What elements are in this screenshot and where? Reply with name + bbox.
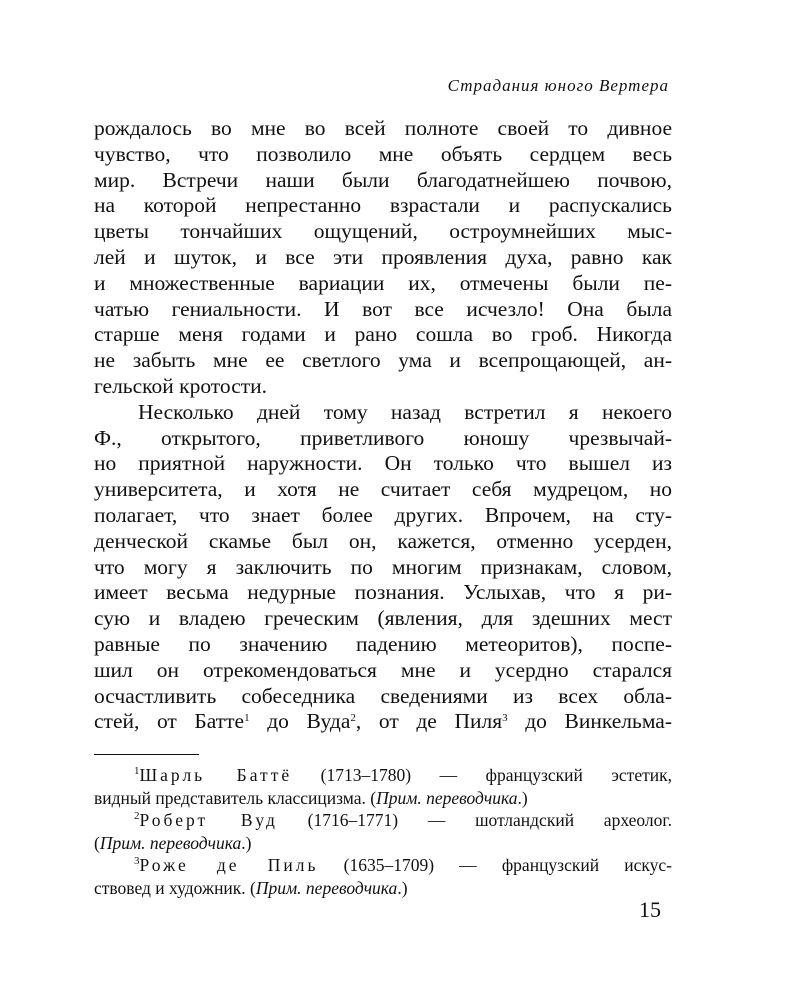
footnote-2 [94, 809, 672, 832]
text-line: полагает, что знает более других. Впрочем, на сту- [94, 502, 672, 527]
footnote-1-cont [94, 787, 672, 810]
text-line: имеет весьма недурные познания. Услыхав, что я ри- [94, 580, 672, 605]
footnote-name: Шарль Баттё [139, 765, 293, 785]
body-text [94, 116, 672, 735]
text-line: рождалось во мне во всей полноте своей то дивное [94, 116, 672, 140]
text-line: не забыть мне ее светлого ума и всепрощающей, ан- [94, 348, 672, 373]
footnotes [94, 764, 672, 899]
text-line: лей и шуток, и все эти проявления духа, равно как [94, 244, 672, 269]
text-line: на которой непрестанно взрастали и распускались [94, 193, 672, 218]
footnote-text: .) [517, 787, 528, 808]
footnote-text: видный представитель классицизма. ( [94, 787, 377, 808]
text-line: осчастливить собеседника сведениями из всех обла- [94, 683, 672, 708]
footnote-ref-2: 2 [350, 712, 356, 725]
footnote-text: (1635–1709) — французский искус- [318, 855, 672, 875]
text-line: денческой скамье был он, кажется, отменно усерден, [94, 528, 672, 553]
text-line: старше меня годами и рано сошла во гроб. Никогда [94, 322, 672, 347]
page-number: 15 [639, 897, 661, 922]
footnote-ref-3: 3 [502, 712, 508, 725]
footnote-divider [94, 754, 199, 755]
footnote-3-cont [94, 877, 672, 900]
text-line: сую и владею греческим (явления, для здешних мест [94, 606, 672, 631]
text-line-with-footnote-refs [94, 709, 672, 735]
text-line: гельской кротости. [94, 373, 268, 398]
footnote-note: Прим. переводчика [99, 832, 242, 853]
text-line: но приятной наружности. Он только что вышел из [94, 451, 672, 476]
text-line: мир. Встречи наши были благодатнейшею почвою, [94, 167, 672, 192]
text-fragment: до Винкельма- [507, 709, 672, 734]
text-line: Ф., открытого, приветливого юношу чрезвычай- [94, 425, 672, 450]
footnote-number: 3 [134, 855, 140, 867]
running-head: Страдания юного Вертера [447, 76, 669, 95]
text-line: что могу я заключить по многим признакам, словом, [94, 554, 672, 579]
text-line: чатью гениальности. И вот все исчезло! Она была [94, 296, 672, 321]
text-fragment: до Вуда [249, 709, 351, 734]
text-line: чувство, что позволило мне объять сердцем весь [94, 141, 672, 166]
footnote-note: Прим. переводчика [255, 877, 398, 898]
footnote-ref-1: 1 [244, 712, 250, 725]
footnote-text: ствовед и художник. ( [94, 877, 256, 898]
text-fragment: стей, от Батте [94, 709, 245, 734]
footnote-number: 2 [134, 810, 140, 822]
footnote-number: 1 [134, 765, 140, 777]
text-line: Несколько дней тому назад встретил я некоего [138, 399, 672, 424]
footnote-3 [94, 854, 672, 877]
footnote-name: Роже де Пиль [139, 855, 319, 875]
footnote-text: ( [94, 832, 100, 853]
text-fragment: , от де Пиля [355, 709, 503, 734]
footnote-text: (1716–1771) — шотландский археолог. [277, 810, 672, 830]
text-line: цветы тончайших ощущений, остроумнейших мыс- [94, 219, 672, 244]
footnote-1 [94, 764, 672, 787]
footnote-text: .) [241, 832, 252, 853]
text-line: равные по значению падению метеоритов), поспе- [94, 631, 672, 656]
text-line: шил он отрекомендоваться мне и усердно старался [94, 657, 672, 682]
footnote-text: .) [397, 877, 408, 898]
footnote-name: Роберт Вуд [139, 810, 278, 830]
text-line: и множественные вариации их, отмечены были пе- [94, 270, 672, 295]
footnote-text: (1713–1780) — французский эстетик, [292, 765, 672, 785]
text-line: университета, и хотя не считает себя мудрецом, но [94, 477, 672, 502]
footnote-note: Прим. переводчика [376, 787, 518, 808]
footnote-2-cont [94, 832, 672, 855]
